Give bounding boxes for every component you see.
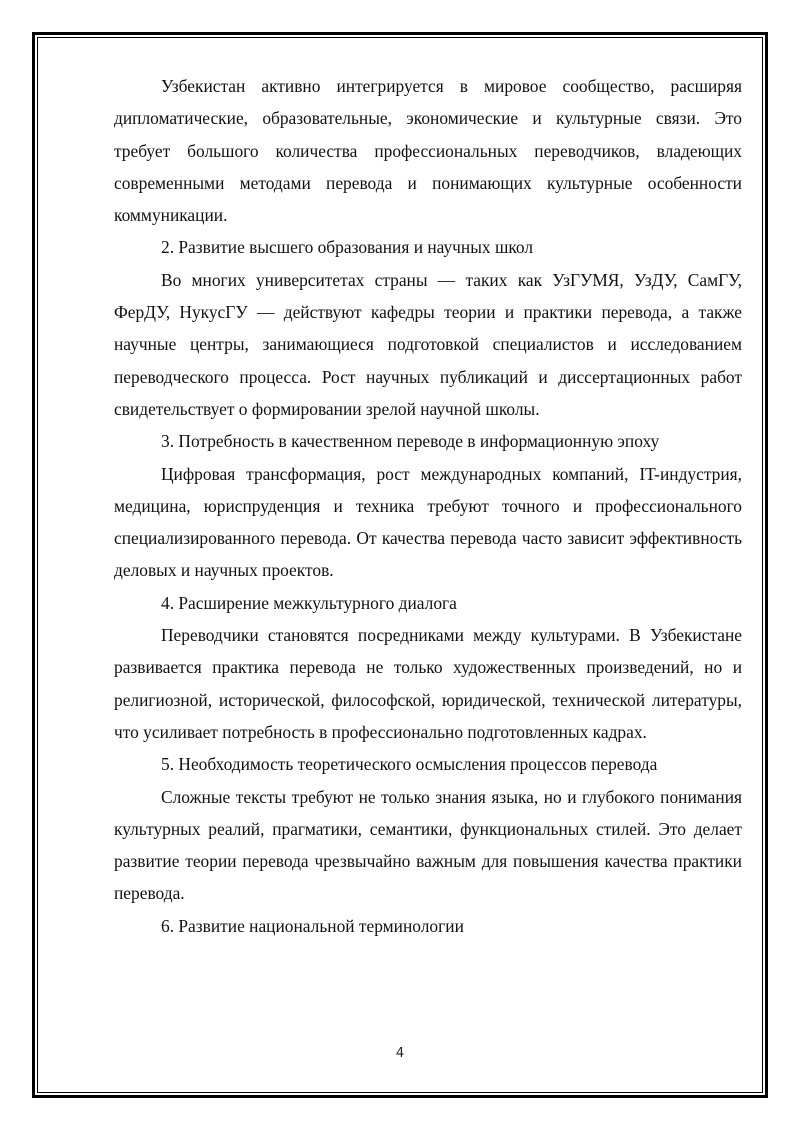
- paragraph-digital-transformation: Цифровая трансформация, рост международных компаний, IT-индустрия, медицина, юриспруденция и техника требуют точного и профессионального специализированного перевода. От качества перевода часто зависит эффективность деловых и научных проектов.: [114, 463, 742, 581]
- paragraph-integration: Узбекистан активно интегрируется в мировое сообщество, расширяя дипломатические, образовательные, экономические и культурные связи. Это требует большого количества профессиональных переводчиков, владеющих современными методами перевода и понимающих культурные особенности коммуникации.: [114, 76, 742, 226]
- heading-national-terminology: 6. Развитие национальной терминологии: [161, 915, 464, 936]
- heading-intercultural-dialogue: 4. Расширение межкультурного диалога: [161, 592, 457, 613]
- heading-higher-education: 2. Развитие высшего образования и научных школ: [161, 237, 534, 258]
- heading-theoretical-understanding: 5. Необходимость теоретического осмысления процессов перевода: [161, 754, 658, 775]
- document-body: [114, 70, 742, 942]
- paragraph-complex-texts: Сложные тексты требуют не только знания языка, но и глубокого понимания культурных реалий, прагматики, семантики, функциональных стилей. Это делает развитие теории перевода чрезвычайно важным для повышения качества практики перевода.: [114, 786, 742, 904]
- heading-quality-translation: 3. Потребность в качественном переводе в информационную эпоху: [161, 431, 660, 452]
- paragraph-universities: Во многих университетах страны — таких как УзГУМЯ, УзДУ, СамГУ, ФерДУ, НукусГУ — действуют кафедры теории и практики перевода, а также научные центры, занимающиеся подготовкой специалистов и исследованием переводческого процесса. Рост научных публикаций и диссертационных работ свидетельствует о формировании зрелой научной школы.: [114, 269, 742, 419]
- paragraph-translators-mediators: Переводчики становятся посредниками между культурами. В Узбекистане развивается практика перевода не только художественных произведений, но и религиозной, исторической, философской, юридической, технической литературы, что усиливает потребность в профессионально подготовленных кадрах.: [114, 625, 742, 742]
- page-number: 4: [395, 1046, 405, 1061]
